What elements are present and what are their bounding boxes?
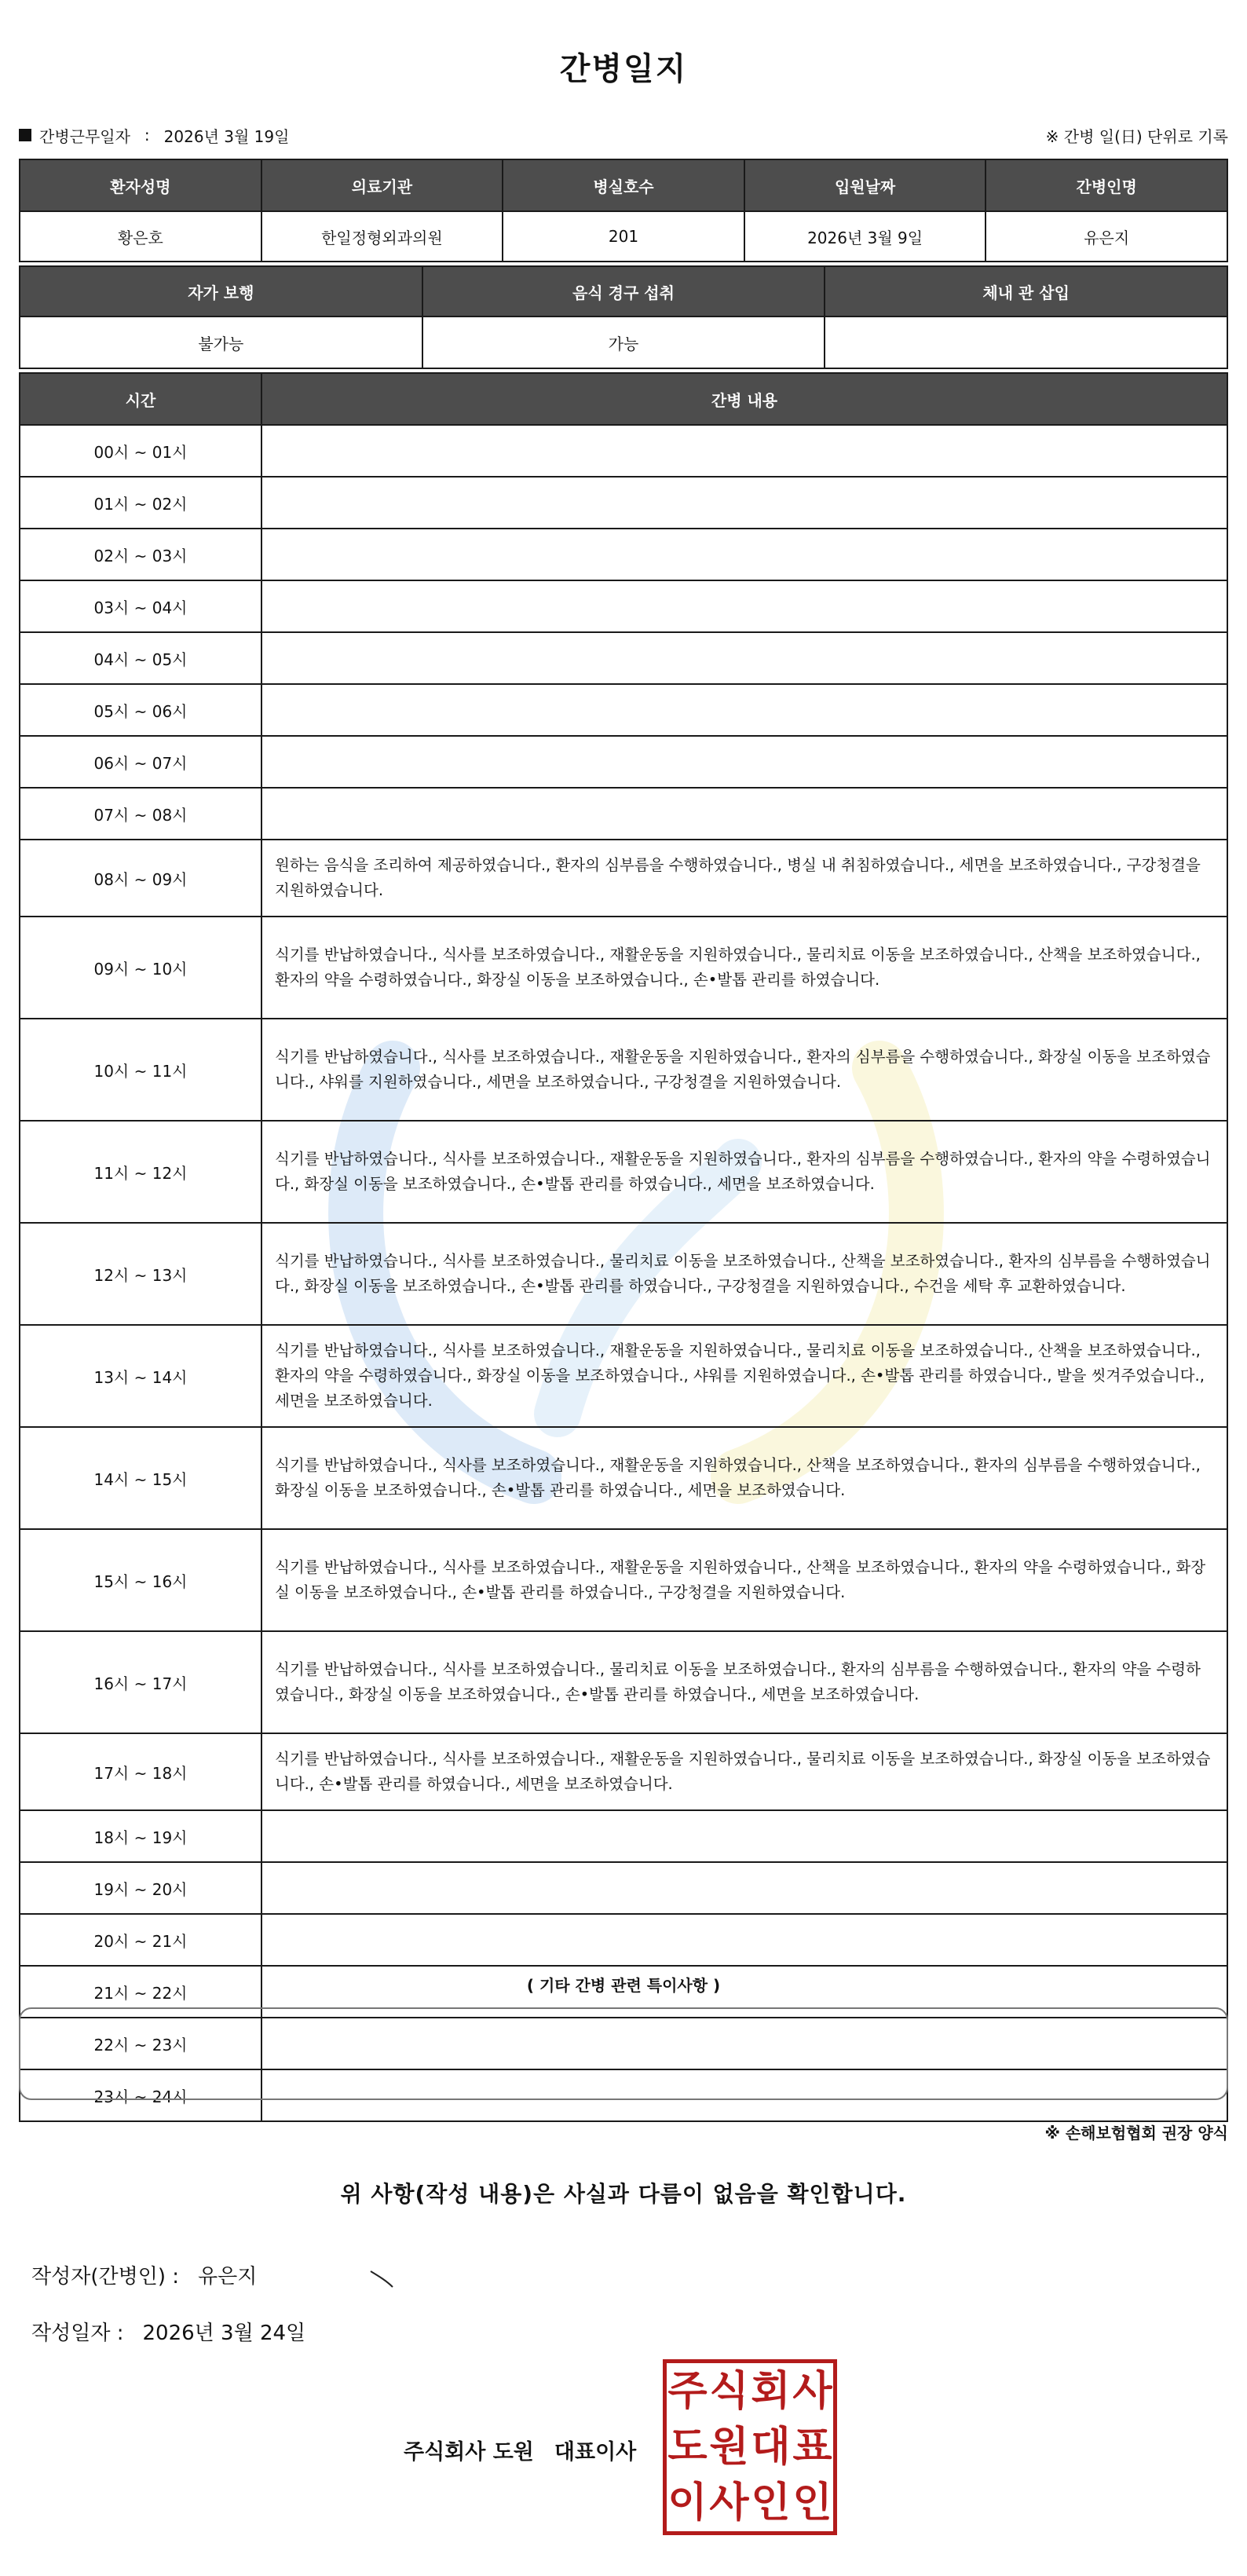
header-patient-name: 환자성명 xyxy=(20,159,261,211)
care-content xyxy=(261,736,1227,788)
company-seal xyxy=(663,2359,837,2535)
time-slot: 22시 ~ 23시 xyxy=(20,2018,261,2069)
meta-row xyxy=(19,121,1228,149)
square-bullet-icon xyxy=(19,129,31,141)
patient-info-table xyxy=(19,159,1228,262)
time-slot: 05시 ~ 06시 xyxy=(20,684,261,736)
seal-glyph: 대 xyxy=(751,2422,791,2471)
tube-insertion-value xyxy=(825,317,1227,368)
care-log-row xyxy=(20,684,1227,736)
time-slot: 00시 ~ 01시 xyxy=(20,425,261,477)
work-date xyxy=(19,124,289,147)
caregiver-name: 유은지 xyxy=(986,211,1227,262)
work-date-label: 간병근무일자 xyxy=(39,126,130,146)
care-content xyxy=(261,1810,1227,1862)
care-log-row xyxy=(20,1325,1227,1427)
room-number: 201 xyxy=(503,211,744,262)
work-date-sep: : xyxy=(144,126,150,145)
notes-title: ( 기타 간병 관련 특이사항 ) xyxy=(526,1976,721,1995)
time-slot: 01시 ~ 02시 xyxy=(20,477,261,529)
care-content: 식기를 반납하였습니다., 식사를 보조하였습니다., 재활운동을 지원하였습니다., 물리치료 이동을 보조하였습니다., 산책을 보조하였습니다., 환자의 약을 수령하였습니다., 화장실 이동을 보조하였습니다., 손•발톱 관리를 하였습니다. xyxy=(261,917,1227,1019)
recommend-note: ※ 손해보험협회 권장 양식 xyxy=(1044,2124,1228,2142)
header-room: 병실호수 xyxy=(503,159,744,211)
time-slot: 02시 ~ 03시 xyxy=(20,529,261,580)
care-log-row xyxy=(20,425,1227,477)
seal-glyph: 이 xyxy=(667,2479,708,2527)
care-content: 식기를 반납하였습니다., 식사를 보조하였습니다., 재활운동을 지원하였습니다., 물리치료 이동을 보조하였습니다., 산책을 보조하였습니다., 환자의 약을 수령하였습니다., 화장실 이동을 보조하였습니다., 샤워를 지원하였습니다., 손•발톱 관리를 하였습니다., 발을 씻겨주었습니다., 세면을 보조하였습니다. xyxy=(261,1325,1227,1427)
care-content xyxy=(261,425,1227,477)
seal-glyph: 회 xyxy=(751,2366,791,2415)
company-line xyxy=(404,2435,636,2465)
unit-note: ※ 간병 일(日) 단위로 기록 xyxy=(1045,126,1228,146)
time-slot: 04시 ~ 05시 xyxy=(20,632,261,684)
care-content xyxy=(261,1862,1227,1914)
notes-box xyxy=(19,2007,1228,2100)
time-slot: 07시 ~ 08시 xyxy=(20,788,261,840)
care-log-row xyxy=(20,840,1227,917)
seal-glyph: 인 xyxy=(792,2479,832,2527)
care-content xyxy=(261,477,1227,529)
header-time: 시간 xyxy=(20,373,261,425)
oral-intake-value: 가능 xyxy=(422,317,825,368)
date-line xyxy=(31,2317,305,2346)
care-log-row xyxy=(20,917,1227,1019)
care-content: 식기를 반납하였습니다., 식사를 보조하였습니다., 물리치료 이동을 보조하였습니다., 산책을 보조하였습니다., 환자의 심부름을 수행하였습니다., 화장실 이동을 보조하였습니다., 손•발톱 관리를 하였습니다., 구강청결을 지원하였습니다., 수건을 세탁 후 교환하였습니다. xyxy=(261,1223,1227,1325)
care-content xyxy=(261,684,1227,736)
care-log-row xyxy=(20,1631,1227,1733)
seal-glyph: 사 xyxy=(709,2479,749,2527)
date-label: 작성일자 : xyxy=(31,2322,124,2345)
care-content: 식기를 반납하였습니다., 식사를 보조하였습니다., 재활운동을 지원하였습니다., 환자의 심부름을 수행하였습니다., 환자의 약을 수령하였습니다., 화장실 이동을 보조하였습니다., 손•발톱 관리를 하였습니다., 세면을 보조하였습니다. xyxy=(261,1121,1227,1223)
time-slot: 23시 ~ 24시 xyxy=(20,2069,261,2121)
document-title: 간병일지 xyxy=(559,51,688,87)
company-name: 주식회사 도원 xyxy=(404,2440,534,2464)
signature-mark xyxy=(369,2268,396,2289)
ability-info-table xyxy=(19,265,1228,369)
time-slot: 15시 ~ 16시 xyxy=(20,1529,261,1631)
care-log-row xyxy=(20,580,1227,632)
admission-date: 2026년 3월 9일 xyxy=(744,211,986,262)
time-slot: 03시 ~ 04시 xyxy=(20,580,261,632)
care-log-row xyxy=(20,1121,1227,1223)
header-oral-intake: 음식 경구 섭취 xyxy=(422,266,825,317)
seal-glyph: 표 xyxy=(792,2422,832,2471)
header-care-content: 간병 내용 xyxy=(261,373,1227,425)
care-log-row xyxy=(20,1223,1227,1325)
care-log-row xyxy=(20,1810,1227,1862)
seal-glyph: 식 xyxy=(709,2366,749,2415)
writer-line xyxy=(31,2260,257,2289)
confirm-statement: 위 사항(작성 내용)은 사실과 다름이 없음을 확인합니다. xyxy=(340,2181,907,2207)
care-content xyxy=(261,1914,1227,1966)
patient-name: 황은호 xyxy=(20,211,261,262)
time-slot: 14시 ~ 15시 xyxy=(20,1427,261,1529)
care-log-row xyxy=(20,736,1227,788)
header-self-walking: 자가 보행 xyxy=(20,266,422,317)
hospital-name: 한일정형외과의원 xyxy=(261,211,503,262)
seal-glyph: 원 xyxy=(709,2422,749,2471)
time-slot: 18시 ~ 19시 xyxy=(20,1810,261,1862)
seal-glyph: 인 xyxy=(751,2479,791,2527)
time-slot: 21시 ~ 22시 xyxy=(20,1966,261,2018)
date-value: 2026년 3월 24일 xyxy=(142,2322,306,2345)
seal-glyph: 도 xyxy=(667,2422,708,2471)
time-slot: 13시 ~ 14시 xyxy=(20,1325,261,1427)
time-slot: 20시 ~ 21시 xyxy=(20,1914,261,1966)
care-log-row xyxy=(20,1427,1227,1529)
time-slot: 10시 ~ 11시 xyxy=(20,1019,261,1121)
time-slot: 08시 ~ 09시 xyxy=(20,840,261,917)
care-content xyxy=(261,632,1227,684)
time-slot: 17시 ~ 18시 xyxy=(20,1733,261,1810)
care-content: 식기를 반납하였습니다., 식사를 보조하였습니다., 재활운동을 지원하였습니다., 산책을 보조하였습니다., 환자의 심부름을 수행하였습니다., 화장실 이동을 보조하였습니다., 손•발톱 관리를 하였습니다., 세면을 보조하였습니다. xyxy=(261,1427,1227,1529)
seal-glyph: 사 xyxy=(792,2366,832,2415)
care-log-row xyxy=(20,1862,1227,1914)
care-content: 원하는 음식을 조리하여 제공하였습니다., 환자의 심부름을 수행하였습니다., 병실 내 취침하였습니다., 세면을 보조하였습니다., 구강청결을 지원하였습니다. xyxy=(261,840,1227,917)
care-log-row xyxy=(20,788,1227,840)
care-log-row xyxy=(20,1733,1227,1810)
seal-glyph: 주 xyxy=(667,2366,708,2415)
care-content xyxy=(261,580,1227,632)
care-log-row xyxy=(20,477,1227,529)
time-slot: 16시 ~ 17시 xyxy=(20,1631,261,1733)
header-hospital: 의료기관 xyxy=(261,159,503,211)
time-slot: 19시 ~ 20시 xyxy=(20,1862,261,1914)
care-log-row xyxy=(20,1914,1227,1966)
time-slot: 09시 ~ 10시 xyxy=(20,917,261,1019)
writer-label: 작성자(간병인) : xyxy=(31,2265,180,2289)
self-walking-value: 불가능 xyxy=(20,317,422,368)
time-slot: 06시 ~ 07시 xyxy=(20,736,261,788)
care-content xyxy=(261,788,1227,840)
care-log-table xyxy=(19,372,1228,2122)
care-log-row xyxy=(20,1019,1227,1121)
care-log-row xyxy=(20,1529,1227,1631)
care-log-body xyxy=(20,425,1227,2121)
header-admission-date: 입원날짜 xyxy=(744,159,986,211)
time-slot: 12시 ~ 13시 xyxy=(20,1223,261,1325)
care-content: 식기를 반납하였습니다., 식사를 보조하였습니다., 재활운동을 지원하였습니다., 환자의 심부름을 수행하였습니다., 화장실 이동을 보조하였습니다., 샤워를 지원하였습니다., 세면을 보조하였습니다., 구강청결을 지원하였습니다. xyxy=(261,1019,1227,1121)
care-content xyxy=(261,529,1227,580)
writer-name: 유은지 xyxy=(198,2265,258,2289)
care-content: 식기를 반납하였습니다., 식사를 보조하였습니다., 물리치료 이동을 보조하였습니다., 환자의 심부름을 수행하였습니다., 환자의 약을 수령하였습니다., 화장실 이동을 보조하였습니다., 손•발톱 관리를 하였습니다., 세면을 보조하였습니다. xyxy=(261,1631,1227,1733)
header-caregiver: 간병인명 xyxy=(986,159,1227,211)
representative-title: 대표이사 xyxy=(554,2440,637,2464)
care-content: 식기를 반납하였습니다., 식사를 보조하였습니다., 재활운동을 지원하였습니다., 물리치료 이동을 보조하였습니다., 화장실 이동을 보조하였습니다., 손•발톱 관리를 하였습니다., 세면을 보조하였습니다. xyxy=(261,1733,1227,1810)
care-content: 식기를 반납하였습니다., 식사를 보조하였습니다., 재활운동을 지원하였습니다., 산책을 보조하였습니다., 환자의 약을 수령하였습니다., 화장실 이동을 보조하였습니다., 손•발톱 관리를 하였습니다., 구강청결을 지원하였습니다. xyxy=(261,1529,1227,1631)
care-log-row xyxy=(20,632,1227,684)
care-log-row xyxy=(20,529,1227,580)
work-date-value: 2026년 3월 19일 xyxy=(163,126,290,146)
header-tube-insertion: 체내 관 삽입 xyxy=(825,266,1227,317)
time-slot: 11시 ~ 12시 xyxy=(20,1121,261,1223)
